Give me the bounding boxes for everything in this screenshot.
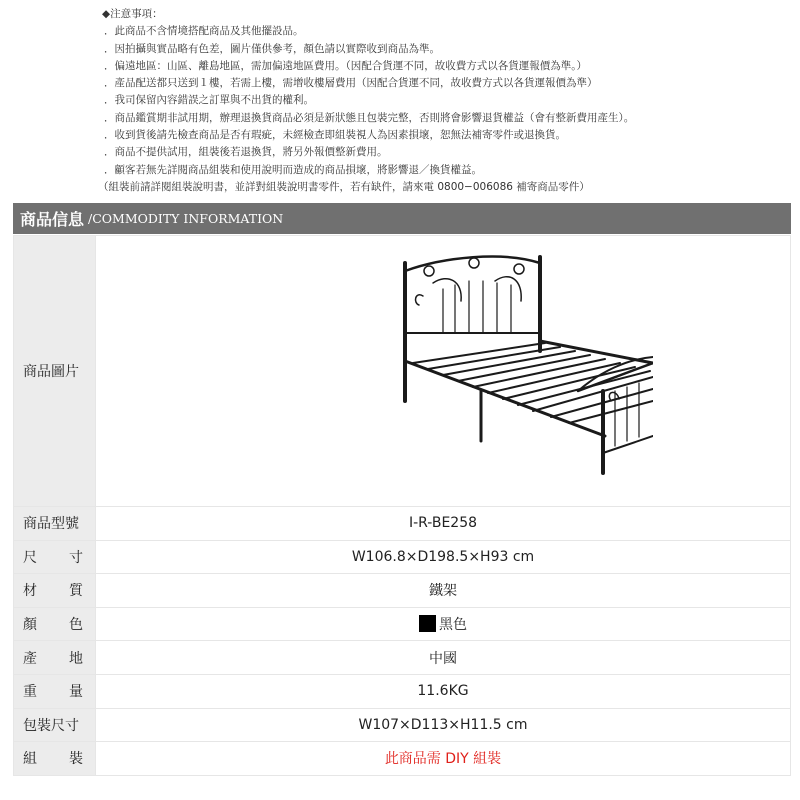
spec-label-char: 顏	[23, 617, 37, 634]
spec-row-material	[14, 574, 791, 608]
spec-value: 中國	[96, 641, 791, 675]
spec-row-origin	[14, 641, 791, 675]
spec-label	[14, 742, 96, 776]
spec-label	[14, 236, 96, 507]
spec-value: 鐵架	[96, 574, 791, 608]
spec-label-text: 商品型號	[23, 516, 79, 533]
color-swatch	[419, 615, 436, 632]
notice-line: ．顧客若無先詳閱商品組裝和使用說明而造成的商品損壞，將影響退／換貨權益。	[104, 163, 482, 176]
spec-label	[14, 574, 96, 608]
spec-table	[13, 235, 791, 776]
spec-label-text: 包裝尺寸	[23, 717, 79, 734]
spec-label-char: 尺	[23, 549, 37, 566]
notice-line-assembly: （組裝前請詳閱組裝說明書，並詳對組裝說明書零件，若有缺件，請來電 0800−006086 補寄商品零件）	[98, 180, 590, 193]
spec-label	[14, 540, 96, 574]
spec-row-model	[14, 507, 791, 541]
banner-title-zh: 商品信息	[20, 210, 85, 229]
notice-line: ．因拍攝與實品略有色差，圖片僅供參考，顏色請以實際收到商品為準。	[104, 42, 440, 55]
spec-row-color	[14, 607, 791, 641]
spec-label-char: 產	[23, 650, 37, 667]
notice-line: ．商品鑑賞期非試用期，辦理退換貨商品必須是新狀態且包裝完整，否則將會影響退貨權益（會有整新費用產生）。	[104, 111, 635, 124]
bed-frame-image	[233, 241, 653, 501]
spec-label-char: 裝	[69, 751, 83, 768]
banner-title-en: /COMMODITY INFORMATION	[88, 211, 284, 226]
commodity-info-banner	[13, 203, 791, 234]
spec-label-text: 商品圖片	[23, 364, 79, 380]
spec-label-char: 量	[69, 684, 83, 701]
spec-row-package-size	[14, 708, 791, 742]
spec-value: 黑色	[439, 617, 467, 634]
notice-line: ．產品配送都只送到１樓，若需上樓，需增收樓層費用（因配合貨運不同，故收費方式以各貨運報價為準）	[104, 77, 598, 90]
spec-row-weight	[14, 674, 791, 708]
spec-label-char: 組	[23, 751, 37, 768]
notice-section	[98, 6, 788, 196]
spec-label	[14, 674, 96, 708]
spec-row-size	[14, 540, 791, 574]
spec-label	[14, 708, 96, 742]
spec-label-char: 重	[23, 684, 37, 701]
spec-label	[14, 607, 96, 641]
spec-value: 11.6KG	[96, 674, 791, 708]
spec-label	[14, 507, 96, 541]
spec-label-char: 色	[69, 617, 83, 634]
notice-heading: ◆注意事項：	[102, 8, 163, 20]
spec-label-char: 質	[69, 583, 83, 600]
spec-label-char: 寸	[69, 549, 83, 566]
spec-label	[14, 641, 96, 675]
spec-row-image	[14, 236, 791, 507]
product-image-cell	[96, 236, 791, 507]
spec-value: I-R-BE258	[96, 507, 791, 541]
notice-line: ．偏遠地區：山區、離島地區，需加偏遠地區費用。（因配合貨運不同，故收費方式以各貨運報價為準。）	[104, 59, 587, 72]
spec-value: W106.8×D198.5×H93 cm	[96, 540, 791, 574]
spec-label-char: 材	[23, 583, 37, 600]
notice-line: ．我司保留內容錯誤之訂單與不出貨的權利。	[104, 94, 314, 107]
spec-value-color	[96, 607, 791, 641]
spec-row-assembly	[14, 742, 791, 776]
spec-label-char: 地	[69, 650, 83, 667]
notice-line: ．收到貨後請先檢查商品是否有瑕疵，未經檢查即組裝視人為因素損壞，恕無法補寄零件或退換貨。	[104, 129, 566, 142]
notice-line: ．商品不提供試用，組裝後若退換貨，將另外報價整新費用。	[104, 146, 388, 159]
notice-line: ．此商品不含情境搭配商品及其他擺設品。	[104, 25, 304, 38]
spec-value-assembly: 此商品需 DIY 組裝	[96, 742, 791, 776]
spec-value: W107×D113×H11.5 cm	[96, 708, 791, 742]
